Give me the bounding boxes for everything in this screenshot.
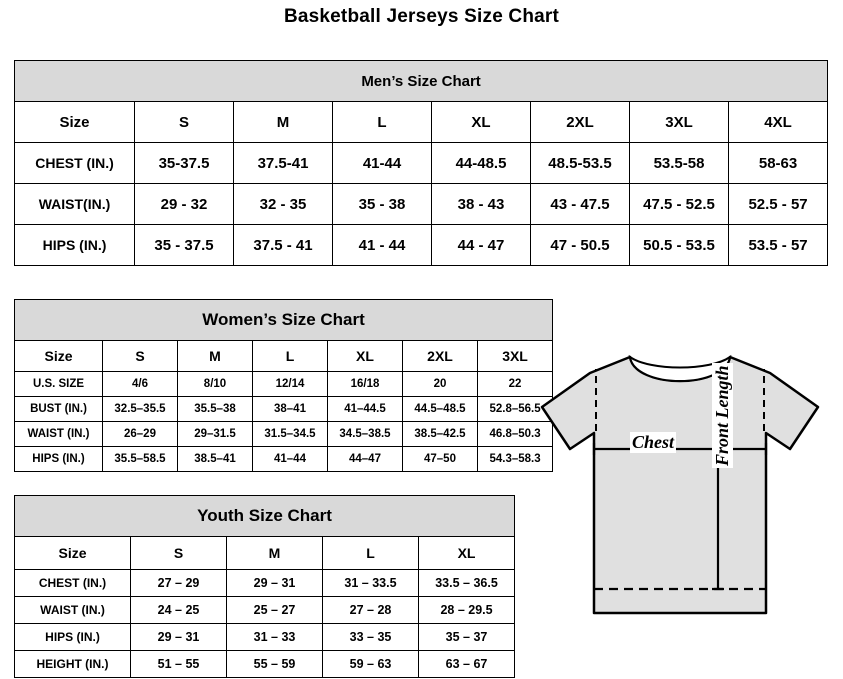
mens-cell-2-3: 44 - 47 xyxy=(432,225,531,266)
womens-cell-0-5: 22 xyxy=(478,372,553,397)
mens-cell-0-0: 35-37.5 xyxy=(135,143,234,184)
front-length-label: Front Length xyxy=(712,365,732,466)
mens-header-m: M xyxy=(234,102,333,143)
table-row xyxy=(15,184,828,225)
jersey-illustration xyxy=(530,345,830,665)
womens-cell-3-3: 44–47 xyxy=(328,447,403,472)
womens-header-row xyxy=(15,341,553,372)
womens-cell-2-2: 31.5–34.5 xyxy=(253,422,328,447)
table-row xyxy=(15,624,515,651)
womens-cell-2-5: 46.8–50.3 xyxy=(478,422,553,447)
table-row xyxy=(15,225,828,266)
womens-header-size: Size xyxy=(15,341,103,372)
page-title: Basketball Jerseys Size Chart xyxy=(283,6,560,27)
womens-header-m: M xyxy=(178,341,253,372)
youth-cell-2-3: 35 – 37 xyxy=(419,624,515,651)
womens-header-3xl: 3XL xyxy=(478,341,553,372)
womens-size-table xyxy=(14,299,553,472)
mens-header-size: Size xyxy=(15,102,135,143)
youth-size-chart xyxy=(14,495,514,678)
womens-row-label: HIPS (IN.) xyxy=(15,447,103,472)
youth-row-label: HIPS (IN.) xyxy=(15,624,131,651)
youth-header-row xyxy=(15,537,515,570)
youth-cell-3-2: 59 – 63 xyxy=(323,651,419,678)
mens-caption: Men’s Size Chart xyxy=(15,61,828,102)
womens-cell-1-3: 41–44.5 xyxy=(328,397,403,422)
table-row xyxy=(15,570,515,597)
womens-cell-2-1: 29–31.5 xyxy=(178,422,253,447)
womens-header-xl: XL xyxy=(328,341,403,372)
youth-cell-3-0: 51 – 55 xyxy=(131,651,227,678)
mens-cell-2-4: 47 - 50.5 xyxy=(531,225,630,266)
youth-header-m: M xyxy=(227,537,323,570)
youth-cell-2-1: 31 – 33 xyxy=(227,624,323,651)
mens-header-4xl: 4XL xyxy=(729,102,828,143)
chest-label: Chest xyxy=(632,432,675,452)
youth-header-size: Size xyxy=(15,537,131,570)
mens-cell-1-0: 29 - 32 xyxy=(135,184,234,225)
mens-header-row xyxy=(15,102,828,143)
mens-cell-1-5: 47.5 - 52.5 xyxy=(630,184,729,225)
youth-cell-0-0: 27 – 29 xyxy=(131,570,227,597)
mens-row-label: HIPS (IN.) xyxy=(15,225,135,266)
mens-cell-2-2: 41 - 44 xyxy=(333,225,432,266)
table-row xyxy=(15,651,515,678)
womens-cell-1-0: 32.5–35.5 xyxy=(103,397,178,422)
shirt-outline xyxy=(542,357,818,613)
mens-cell-0-1: 37.5-41 xyxy=(234,143,333,184)
womens-cell-0-4: 20 xyxy=(403,372,478,397)
womens-cell-3-1: 38.5–41 xyxy=(178,447,253,472)
youth-cell-0-1: 29 – 31 xyxy=(227,570,323,597)
mens-cell-0-4: 48.5-53.5 xyxy=(531,143,630,184)
mens-cell-1-3: 38 - 43 xyxy=(432,184,531,225)
womens-cell-0-0: 4/6 xyxy=(103,372,178,397)
womens-size-chart xyxy=(14,299,552,472)
youth-row-label: WAIST (IN.) xyxy=(15,597,131,624)
mens-row-label: CHEST (IN.) xyxy=(15,143,135,184)
mens-size-table xyxy=(14,60,828,266)
youth-header-s: S xyxy=(131,537,227,570)
womens-row-label: WAIST (IN.) xyxy=(15,422,103,447)
table-row xyxy=(15,143,828,184)
youth-caption: Youth Size Chart xyxy=(15,496,515,537)
womens-cell-0-2: 12/14 xyxy=(253,372,328,397)
womens-cell-0-3: 16/18 xyxy=(328,372,403,397)
table-row xyxy=(15,447,553,472)
womens-cell-0-1: 8/10 xyxy=(178,372,253,397)
mens-cell-2-6: 53.5 - 57 xyxy=(729,225,828,266)
mens-cell-0-5: 53.5-58 xyxy=(630,143,729,184)
womens-cell-2-0: 26–29 xyxy=(103,422,178,447)
youth-cell-2-2: 33 – 35 xyxy=(323,624,419,651)
womens-cell-1-2: 38–41 xyxy=(253,397,328,422)
womens-header-s: S xyxy=(103,341,178,372)
table-row xyxy=(15,422,553,447)
mens-row-label: WAIST(IN.) xyxy=(15,184,135,225)
womens-caption-row xyxy=(15,300,553,341)
womens-header-2xl: 2XL xyxy=(403,341,478,372)
womens-cell-3-0: 35.5–58.5 xyxy=(103,447,178,472)
womens-row-label: U.S. SIZE xyxy=(15,372,103,397)
mens-cell-2-5: 50.5 - 53.5 xyxy=(630,225,729,266)
youth-row-label: CHEST (IN.) xyxy=(15,570,131,597)
womens-caption: Women’s Size Chart xyxy=(15,300,553,341)
table-row xyxy=(15,597,515,624)
youth-cell-3-1: 55 – 59 xyxy=(227,651,323,678)
youth-cell-2-0: 29 – 31 xyxy=(131,624,227,651)
mens-cell-1-6: 52.5 - 57 xyxy=(729,184,828,225)
womens-cell-2-4: 38.5–42.5 xyxy=(403,422,478,447)
table-row xyxy=(15,397,553,422)
youth-header-l: L xyxy=(323,537,419,570)
youth-cell-1-3: 28 – 29.5 xyxy=(419,597,515,624)
womens-cell-2-3: 34.5–38.5 xyxy=(328,422,403,447)
mens-cell-2-0: 35 - 37.5 xyxy=(135,225,234,266)
mens-cell-2-1: 37.5 - 41 xyxy=(234,225,333,266)
mens-header-2xl: 2XL xyxy=(531,102,630,143)
mens-header-3xl: 3XL xyxy=(630,102,729,143)
womens-header-l: L xyxy=(253,341,328,372)
mens-cell-1-1: 32 - 35 xyxy=(234,184,333,225)
womens-cell-1-4: 44.5–48.5 xyxy=(403,397,478,422)
mens-header-xl: XL xyxy=(432,102,531,143)
womens-cell-3-4: 47–50 xyxy=(403,447,478,472)
youth-cell-1-0: 24 – 25 xyxy=(131,597,227,624)
mens-caption-row xyxy=(15,61,828,102)
mens-cell-1-2: 35 - 38 xyxy=(333,184,432,225)
youth-cell-1-1: 25 – 27 xyxy=(227,597,323,624)
womens-cell-3-2: 41–44 xyxy=(253,447,328,472)
youth-cell-0-3: 33.5 – 36.5 xyxy=(419,570,515,597)
mens-header-s: S xyxy=(135,102,234,143)
womens-cell-1-5: 52.8–56.5 xyxy=(478,397,553,422)
mens-cell-1-4: 43 - 47.5 xyxy=(531,184,630,225)
mens-header-l: L xyxy=(333,102,432,143)
youth-cell-1-2: 27 – 28 xyxy=(323,597,419,624)
womens-cell-1-1: 35.5–38 xyxy=(178,397,253,422)
jersey-diagram xyxy=(530,345,830,665)
womens-cell-3-5: 54.3–58.3 xyxy=(478,447,553,472)
mens-cell-0-3: 44-48.5 xyxy=(432,143,531,184)
mens-size-chart xyxy=(14,60,828,266)
youth-row-label: HEIGHT (IN.) xyxy=(15,651,131,678)
mens-cell-0-6: 58-63 xyxy=(729,143,828,184)
mens-cell-0-2: 41-44 xyxy=(333,143,432,184)
youth-cell-0-2: 31 – 33.5 xyxy=(323,570,419,597)
youth-cell-3-3: 63 – 67 xyxy=(419,651,515,678)
youth-caption-row xyxy=(15,496,515,537)
youth-size-table xyxy=(14,495,515,678)
womens-row-label: BUST (IN.) xyxy=(15,397,103,422)
youth-header-xl: XL xyxy=(419,537,515,570)
table-row xyxy=(15,372,553,397)
